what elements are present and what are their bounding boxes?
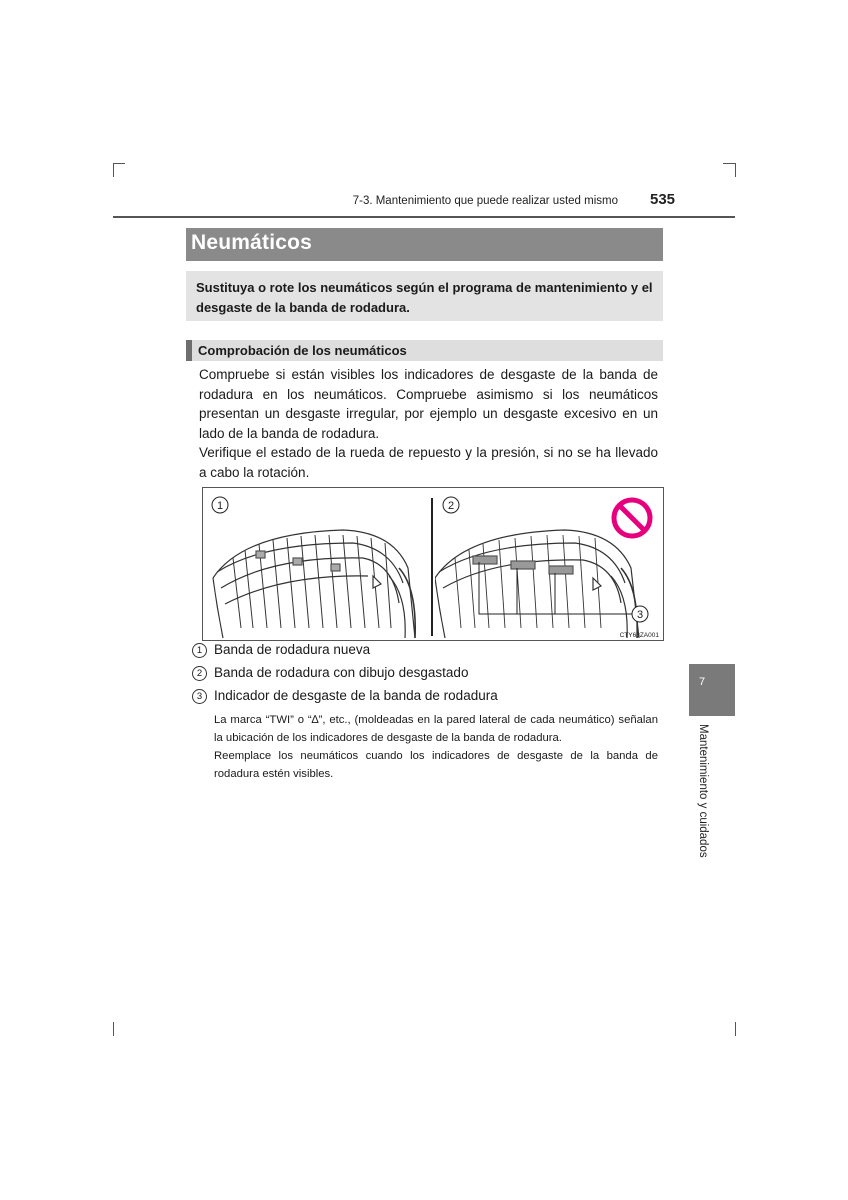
note-paragraph: La marca “TWI” o “∆”, etc., (moldeadas en la pared lateral de cada neumático) señalan la ubicación de los indicadores de desgaste de la banda de rodadura.	[214, 714, 658, 744]
body-paragraph: Compruebe si están visibles los indicadores de desgaste de la banda de rodadura en los neumáticos. Compruebe asimismo si los neumáticos presentan un desgaste irregular, por ejemplo un desgaste excesivo en un lado de la banda de rodadura.	[199, 367, 658, 441]
legend-number: 3	[192, 689, 207, 704]
figure-code: CTY63ZA001	[619, 632, 659, 639]
tire-illustration	[202, 487, 664, 641]
callout-3-label: 3	[636, 609, 644, 621]
title-bar	[186, 228, 663, 261]
page-title: Neumáticos	[191, 231, 313, 254]
legend-item	[192, 665, 662, 688]
indicator-note	[214, 711, 658, 783]
subsection-heading	[186, 340, 663, 361]
chapter-number: 7	[699, 676, 706, 688]
crop-mark	[113, 163, 125, 164]
tire-drawing	[203, 488, 663, 640]
body-text	[199, 365, 658, 482]
legend-number: 1	[192, 643, 207, 658]
crop-mark	[735, 1022, 736, 1036]
header-rule	[113, 216, 735, 218]
worn-tread-tire	[435, 530, 639, 638]
chapter-label: Mantenimiento y cuidados	[697, 724, 709, 858]
crop-mark	[113, 163, 114, 177]
subsection-marker	[186, 340, 192, 361]
lead-box	[186, 271, 663, 321]
subsection-title: Comprobación de los neumáticos	[198, 343, 407, 358]
callout-2-label: 2	[447, 500, 455, 512]
crop-mark	[113, 1022, 114, 1036]
callout-1-label: 1	[216, 500, 224, 512]
no-entry-icon	[614, 500, 650, 536]
legend-label: Indicador de desgaste de la banda de rodadura	[214, 688, 498, 703]
body-paragraph: Verifique el estado de la rueda de repuesto y la presión, si no se ha llevado a cabo la rotación.	[199, 445, 658, 480]
legend-number: 2	[192, 666, 207, 681]
legend-item	[192, 642, 662, 665]
note-paragraph: Reemplace los neumáticos cuando los indicadores de desgaste de la banda de rodadura estén visibles.	[214, 750, 658, 780]
crop-mark	[735, 163, 736, 177]
legend-label: Banda de rodadura con dibujo desgastado	[214, 665, 469, 680]
crop-mark	[723, 163, 735, 164]
legend-item	[192, 688, 662, 711]
legend-label: Banda de rodadura nueva	[214, 642, 371, 657]
new-tread-tire	[213, 530, 415, 638]
chapter-tab	[689, 664, 735, 716]
running-header: 7-3. Mantenimiento que puede realizar usted mismo	[352, 195, 618, 207]
lead-text: Sustituya o rote los neumáticos según el programa de mantenimiento y el desgaste de la banda de rodadura.	[196, 280, 653, 315]
page-number: 535	[650, 191, 676, 208]
figure-legend	[192, 642, 662, 711]
